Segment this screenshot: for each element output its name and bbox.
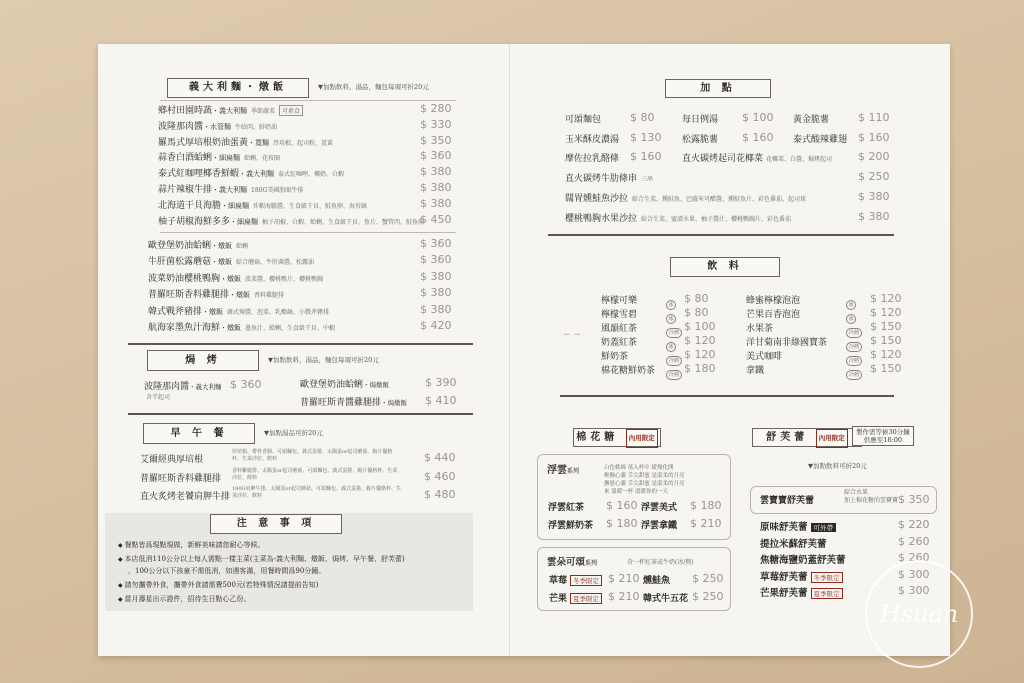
drink-temperature-icon: 冷熱 (666, 328, 682, 338)
dish-ingredients: 泰式紅咖哩、椰奶、白蝦 (278, 171, 345, 179)
souffle-price: $ 260 (898, 534, 930, 548)
souffle-item-name (760, 552, 846, 566)
cloud-description-line: 來 溫暖一杯 溫暖你的一天 (604, 489, 668, 495)
addon-price: $ 380 (858, 210, 890, 223)
souffle-item-name (760, 585, 843, 599)
cloud-item-name: 浮雲紅茶 (548, 503, 585, 513)
pasta-divider (160, 100, 456, 101)
souffle-price: $ 260 (898, 551, 930, 564)
dish-type: ・燉飯 (211, 242, 233, 250)
notice-bullet-icon: ◆ (118, 596, 125, 603)
addon-price: $ 100 (742, 111, 774, 124)
drink-price: $ 150 (870, 320, 902, 333)
menu-item-name (158, 198, 367, 211)
cute-item-label: 燻鮭魚 (643, 576, 671, 586)
seasonal-badge: 夏季限定 (811, 588, 843, 599)
menu-fold-line (509, 44, 510, 656)
drink-temperature-icon: 冰 (666, 342, 676, 352)
menu-item-name (158, 214, 424, 227)
menu-item-price: $ 480 (424, 488, 456, 501)
dish-type: ・燉飯 (220, 274, 242, 283)
section-divider-2 (128, 413, 473, 415)
drink-temperature-icon: 冰 (846, 300, 856, 310)
drinks-decoration: ~ ~ (563, 330, 581, 340)
addon-item-name (793, 112, 829, 125)
drink-name: 檸檬可樂 (601, 296, 638, 306)
menu-item-name (300, 395, 407, 408)
menu-item-price: $ 360 (420, 253, 452, 267)
souffle-price: $ 300 (898, 584, 930, 597)
dish-type: ・寬麵 (248, 138, 270, 147)
addon-ingredients: 三串 (641, 176, 654, 183)
drink-temperature-icon: 冰 (846, 314, 856, 324)
brunch-item-name: 直火炙烤老饕肩胛牛排 (140, 492, 231, 502)
dish-ingredients: 香料雞腿排 (254, 292, 285, 300)
addon-name: 松露脆薯 (682, 134, 719, 145)
brunch-item-ingredients: 厚培根、帶骨香腸、可頌麵包、義式蛋捲、太陽蛋or起司蘑菇、穀片優格杯、生菜沙拉、飲料 (232, 449, 393, 462)
drink-name: 棉花糖鮮奶茶 (601, 366, 656, 376)
menu-item-price: $ 330 (420, 117, 452, 131)
drink-price: $ 120 (684, 348, 716, 361)
dish-name: 羅馬式厚培根奶油蛋黃 (158, 137, 249, 148)
addon-price: $ 250 (858, 170, 890, 183)
drink-price: $ 180 (684, 362, 716, 375)
cloud-item-price: $ 210 (690, 517, 722, 530)
menu-item-price: $ 420 (420, 319, 452, 332)
menu-item-price: $ 380 (420, 181, 452, 194)
cloud-description-line: 輕撫心靈 舌尖甜蜜 是溫柔的月亮 (604, 473, 685, 479)
notice-text: 餐點皆爲現點現做，新鮮美味請您耐心等候。 (124, 541, 265, 549)
souffle-wait-note (852, 426, 914, 446)
souffle-name: 提拉米蘇舒芙蕾 (760, 538, 827, 550)
drink-price: $ 120 (684, 334, 716, 347)
notice-line (128, 566, 325, 576)
dish-ingredients: 厚培根、起司粉、蛋黃 (273, 139, 334, 147)
addon-name: 可頌麵包 (565, 115, 602, 125)
addon-item-name (565, 112, 601, 125)
addon-name: 玉米酥皮濃湯 (565, 134, 620, 145)
cloud-series-title (547, 461, 579, 476)
cute-item-name (643, 573, 670, 586)
cute-title-text: 雲朵可頌 (547, 557, 586, 568)
dish-name: 牛肝菌松露蘑菇 (148, 257, 212, 268)
dish-name: 柚子胡椒海鮮多多 (158, 216, 231, 227)
drink-name: 拿鐵 (746, 366, 765, 376)
dish-name: 韓式戰斧豬排 (148, 306, 203, 317)
menu-item-price: $ 380 (420, 286, 452, 300)
section-divider-4 (560, 395, 894, 397)
addon-name: 闊胃燻鮭魚沙拉 (565, 194, 629, 204)
baked-section-title: 焗 烤 (147, 350, 259, 371)
addon-name: 摩佐拉乳酪條 (565, 154, 620, 164)
notice-bullet-icon: ◆ (118, 542, 125, 549)
pasta-risotto-divider (160, 232, 456, 233)
drink-name: 檸檬雪碧 (601, 310, 638, 320)
souffle-dine-in-badge: 內用限定 (816, 429, 848, 448)
souffle-discount-note: ▼加點飲料可折20元 (808, 462, 867, 470)
souffle-section-title (752, 428, 862, 447)
pasta-discount-note: ▼加點飲料、湯品，麵包每項可折20元 (318, 83, 429, 91)
menu-item-name (158, 135, 333, 148)
dish-type: ・細扁麵 (230, 217, 259, 226)
souffle-name: 原味舒芙蕾 (760, 522, 808, 533)
souffle-price: $ 220 (898, 518, 930, 531)
notice-line (118, 554, 405, 564)
addon-name: 直火碳烤牛肋條串 (565, 174, 638, 184)
drink-price: $ 150 (870, 362, 902, 375)
menu-item-price: $ 450 (420, 212, 452, 226)
hsuan-watermark-logo (865, 560, 973, 668)
addon-name: 泰式酸辣雞翅 (793, 134, 848, 145)
notice-line (118, 594, 251, 604)
dish-type: ・燉飯 (202, 307, 224, 316)
menu-item-name (148, 254, 314, 267)
drink-name: 蜂蜜檸檬泡泡 (746, 296, 801, 306)
dish-ingredients: 炸蝦海膽醬、生食級干貝、鮭魚卵、海苔絲 (253, 202, 368, 210)
souffle-treasure-desc-1: 綜合水果 (844, 489, 869, 496)
notice-text: 當月壽星出示證件，招待生日點心乙份。 (124, 595, 251, 603)
dish-name: 北海道干貝海膽 (158, 200, 222, 211)
drink-name: 風韻紅茶 (601, 324, 638, 334)
souffle-serving-hours: 供應至18:00 (863, 436, 902, 444)
seasonal-badge: 冬季限定 (811, 572, 843, 583)
drink-price: $ 80 (684, 292, 709, 305)
addon-price: $ 110 (858, 111, 890, 124)
souffle-name: 焦糖海鹽奶蓋舒芙蕾 (760, 555, 846, 566)
menu-item-name (158, 150, 280, 163)
souffle-price: $ 300 (898, 567, 930, 581)
menu-item-name (148, 320, 335, 333)
menu-item-name (144, 379, 222, 392)
drink-temperature-icon (846, 364, 864, 383)
dish-ingredients: 墨魚汁、蛤蜊、生食級干貝、中蝦 (245, 325, 336, 332)
drink-temperature-icon (666, 364, 684, 383)
addon-item-name (565, 211, 791, 224)
addon-price: $ 200 (858, 150, 890, 163)
notice-text: 請勿攜帶外食，攜帶外食請需費500元(若特殊情況請提前告知) (124, 581, 319, 589)
cloud-series-label: 系列 (567, 468, 580, 475)
addon-name: 每日例湯 (682, 115, 719, 125)
addons-section-title: 加 點 (665, 79, 771, 98)
pasta-section-title: 義大利麵・燉飯 (167, 78, 309, 98)
cloud-item-name: 浮雲鮮奶茶 (548, 521, 594, 531)
baked-discount-note: ▼加點飲料、湯品，麵包每項可折20元 (268, 356, 379, 364)
dish-ingredients: 柚子胡椒、白蝦、蛤蜊、生食級干貝、魚片、蟹管肉、鮭魚卵 (262, 218, 425, 226)
souffle-name: 草莓舒芙蕾 (760, 571, 808, 583)
cloud-item-price: $ 180 (690, 499, 722, 512)
notice-bullet-icon: ◆ (118, 556, 125, 563)
addon-item-name (682, 112, 718, 125)
brunch-discount-note: ▼加點湯品可折20元 (264, 429, 323, 437)
addon-price: $ 160 (858, 130, 890, 144)
drink-price: $ 120 (870, 348, 902, 361)
notice-text: ，100公分以下孩童不需低消，如遇客滿，用餐時間爲90分鐘。 (128, 567, 326, 575)
notice-title: 注 意 事 項 (210, 514, 342, 534)
cute-item-name (549, 591, 602, 604)
addon-item-name (682, 132, 718, 145)
dish-type: ・義大利麵 (189, 383, 222, 391)
dish-type: ・焗燉飯 (381, 399, 408, 407)
brunch-item-name: 艾爾經典厚培根 (140, 455, 204, 465)
brunch-item-ingredients: 180G肩胛牛排、太陽蛋or起司蘑菇、可頌麵包、義式蛋捲、穀片優格杯、生菜沙拉、飲料 (232, 486, 401, 499)
drink-price: $ 120 (870, 292, 902, 305)
cloud-title-text: 浮雲 (547, 465, 567, 476)
dish-ingredients: 季節蔬菜 (251, 108, 276, 115)
dish-type: ・焗燉飯 (363, 381, 390, 389)
seasonal-badge: 冬季限定 (570, 575, 602, 586)
seasonal-badge: 夏季限定 (570, 593, 602, 604)
dish-name: 歐登堡奶油蛤蜊 (148, 241, 212, 251)
menu-item-name (158, 166, 344, 179)
dish-name: 航海家墨魚汁海鮮 (148, 323, 221, 333)
cute-item-label: 草莓 (549, 576, 568, 586)
dish-name: 普羅旺斯香料雞腿排 (148, 290, 230, 301)
cotton-title-text: 棉花糖 (576, 432, 619, 443)
souffle-treasure-desc-2: 加上棉花糖的雲寶寶 (844, 497, 899, 504)
menu-item-price: $ 460 (424, 469, 456, 483)
cotton-dine-in-badge: 內用限定 (626, 429, 658, 448)
drink-temperature-icon: 冷熱 (846, 328, 862, 338)
section-divider-3 (548, 234, 894, 236)
dish-name: 蒜香白酒蛤蜊 (158, 153, 213, 164)
drink-temperature-icon: 冰 (666, 314, 676, 324)
cute-item-price: $ 250 (692, 590, 724, 603)
souffle-treasure-desc (844, 489, 898, 505)
cute-item-name (549, 573, 602, 586)
cute-series-title (547, 554, 597, 568)
cloud-item-price: $ 180 (606, 517, 638, 530)
dish-name: 波隆那肉醬 (158, 121, 204, 132)
dish-name: 鄉村田園時蔬 (158, 106, 213, 116)
addon-ingredients: 綜合生菜、燻鮭魚、巴薩米可醋醬、燻鮭魚片、彩色番茄、起司球 (632, 196, 807, 203)
addon-item-name (565, 132, 619, 145)
drink-name: 芒果百香泡泡 (746, 310, 801, 320)
souffle-treasure-name: 雲寶寶舒芙蕾 (760, 496, 815, 506)
addon-ingredients: 綜合生菜、蜜漬水果、柚子醬汁、櫻桃鴨胸片、彩色番茄 (641, 216, 792, 223)
takeout-badge: 可外帶 (811, 523, 837, 532)
dish-ingredients: 蛤蜊 (236, 243, 249, 250)
cute-series-label: 系列 (585, 560, 598, 567)
drink-temperature-icon: 冷熱 (666, 370, 682, 380)
menu-item-price: $ 440 (424, 451, 456, 464)
souffle-item-name (760, 536, 827, 550)
drink-name: 美式咖啡 (746, 352, 783, 362)
souffle-item-name (760, 519, 836, 533)
menu-item-price: $ 360 (420, 149, 452, 163)
drink-name: 水果茶 (746, 324, 774, 334)
dish-type: ・水管麵 (203, 122, 232, 131)
cute-item-price: $ 210 (608, 572, 640, 585)
brunch-section-title: 早 午 餐 (143, 423, 255, 444)
menu-item-price: $ 380 (420, 196, 452, 210)
cute-item-label: 芒果 (549, 594, 568, 604)
menu-item-name (148, 271, 323, 284)
addon-item-name (682, 151, 832, 164)
watermark-text: Hsuan (879, 600, 959, 628)
addon-price: $ 380 (858, 190, 890, 203)
vegetarian-badge: 可素食 (279, 105, 303, 116)
menu-item-price: $ 360 (420, 237, 452, 250)
dish-ingredients: 綜合蘑菇、牛肝菌醬、松露油 (236, 259, 315, 267)
dish-name: 蒜片辣椒牛排 (158, 185, 213, 195)
drink-temperature-icon: 冷熱 (846, 342, 862, 352)
menu-item-price: $ 390 (425, 376, 457, 389)
dish-name: 泰式紅咖哩椰香鮮蝦 (158, 169, 240, 180)
addon-price: $ 160 (630, 150, 662, 163)
drinks-section-title: 飲 料 (670, 257, 780, 277)
addon-ingredients: 花椰菜、白醬、焗烤起司 (766, 156, 833, 163)
menu-item-price: $ 350 (420, 133, 452, 147)
drink-temperature-icon: 冷熱 (666, 356, 682, 366)
menu-item-price: $ 280 (420, 102, 452, 115)
drink-temperature-icon: 冷熱 (846, 370, 862, 380)
souffle-title-text: 舒芙蕾 (766, 432, 809, 443)
cloud-item-price: $ 160 (606, 499, 638, 512)
dish-type: ・燉飯 (211, 258, 233, 267)
dish-ingredients: 波菜醬、櫻桃鴨片、櫻桃鴨胸 (245, 275, 324, 283)
addon-item-name (793, 132, 847, 145)
drink-name: 奶蓋紅茶 (601, 338, 638, 348)
drink-price: $ 80 (684, 306, 709, 319)
menu-item-name (158, 119, 277, 132)
menu-item-name (158, 103, 303, 116)
dish-type: ・義大利麵 (212, 107, 248, 115)
drink-price: $ 120 (870, 306, 902, 319)
addon-item-name (565, 171, 653, 184)
dish-type: ・燉飯 (220, 324, 242, 332)
menu-item-name (148, 287, 284, 300)
cloud-description-line: 撫慰心靈 舌尖甜蜜 是溫柔的月亮 (604, 481, 685, 487)
cute-item-price: $ 250 (692, 572, 724, 585)
drink-price: $ 100 (684, 320, 716, 333)
addon-price: $ 80 (630, 111, 655, 124)
dish-ingredients: 180G美國肋眼牛排 (251, 187, 304, 194)
dish-type: ・細扁麵 (221, 201, 250, 210)
souffle-name: 芒果舒芙蕾 (760, 588, 808, 599)
menu-item-name (158, 182, 303, 195)
drink-temperature-icon: 冰 (666, 300, 676, 310)
dish-name: 波隆那肉醬 (144, 382, 190, 392)
menu-item-name (300, 377, 389, 390)
notice-line (118, 580, 318, 590)
addon-price: $ 130 (630, 130, 662, 144)
dish-type: ・義大利麵 (239, 170, 275, 179)
menu-item-name (148, 304, 329, 317)
dish-ingredients: 韓式辣醬、泡菜、乳酪絲、小戰斧豬排 (227, 308, 330, 316)
brunch-item-name: 普羅旺斯香料雞腿排 (140, 473, 222, 484)
cute-item-label: 韓式牛五花 (643, 594, 689, 604)
drink-name: 鮮奶茶 (601, 352, 629, 362)
dish-type: ・燉飯 (229, 291, 251, 300)
menu-item-name (148, 238, 248, 251)
dish-type: ・義大利麵 (212, 186, 248, 194)
section-divider-1 (128, 343, 473, 345)
notice-bullet-icon: ◆ (118, 582, 125, 589)
brunch-item-ingredients: 香料雞腿排、太陽蛋or起司蘑菇、可頌麵包、義式蛋捲、穀片優格杯、生菜沙拉、飲料 (232, 467, 398, 481)
cotton-section-title (573, 428, 661, 447)
dish-type: ・細扁麵 (212, 154, 241, 163)
cute-item-name (643, 591, 688, 604)
souffle-wait-time: 製作需等候30分鐘 (856, 428, 910, 436)
menu-item-price: $ 380 (420, 269, 452, 283)
notice-text: 本店低消110公分以上每人需點一樣主菜(主菜為-義大利麵、燉飯、焗烤、早午餐、舒芙蕾) (124, 555, 405, 563)
souffle-treasure-price: $ 350 (898, 493, 930, 506)
cloud-description-line: 白色軟綿 落入杯中 緩慢化開 (604, 465, 674, 471)
menu-item-price: $ 380 (420, 165, 452, 179)
drink-name: 洋甘菊南非綠國寶茶 (746, 338, 828, 348)
dish-ingredients: 蛤蜊、花枝圈 (244, 155, 281, 163)
cloud-item-name: 浮雲拿鐵 (641, 521, 678, 531)
souffle-item-name (760, 569, 843, 583)
menu-item-price: $ 380 (420, 302, 452, 316)
addon-name: 櫻桃鴨胸水果沙拉 (565, 214, 638, 224)
dish-name: 波菜奶油櫻桃鴨胸 (148, 273, 221, 284)
dish-name: 歐登堡奶油蛤蜊 (300, 380, 364, 390)
dish-ingredients: 含半起司 (146, 394, 171, 401)
addon-name: 黃金脆薯 (793, 115, 830, 125)
notice-line (118, 540, 265, 550)
cute-series-note: 含一杯紅茶或牛奶(冰/熱) (627, 559, 694, 566)
menu-item-price: $ 410 (425, 394, 457, 407)
addon-item-name (565, 191, 806, 204)
dish-ingredients: 牛絞肉、鮮奶油 (235, 123, 278, 131)
drink-price: $ 150 (870, 334, 902, 347)
addon-price: $ 160 (742, 130, 774, 144)
cloud-item-name: 浮雲美式 (641, 503, 678, 513)
addon-name: 直火碳烤起司花椰菜 (682, 154, 764, 164)
addon-item-name (565, 151, 619, 164)
menu-item-price: $ 360 (230, 378, 262, 391)
cute-item-price: $ 210 (608, 590, 640, 603)
dish-name: 普羅旺斯青醬雞腿排 (300, 398, 382, 408)
drink-temperature-icon: 冷熱 (846, 356, 862, 366)
